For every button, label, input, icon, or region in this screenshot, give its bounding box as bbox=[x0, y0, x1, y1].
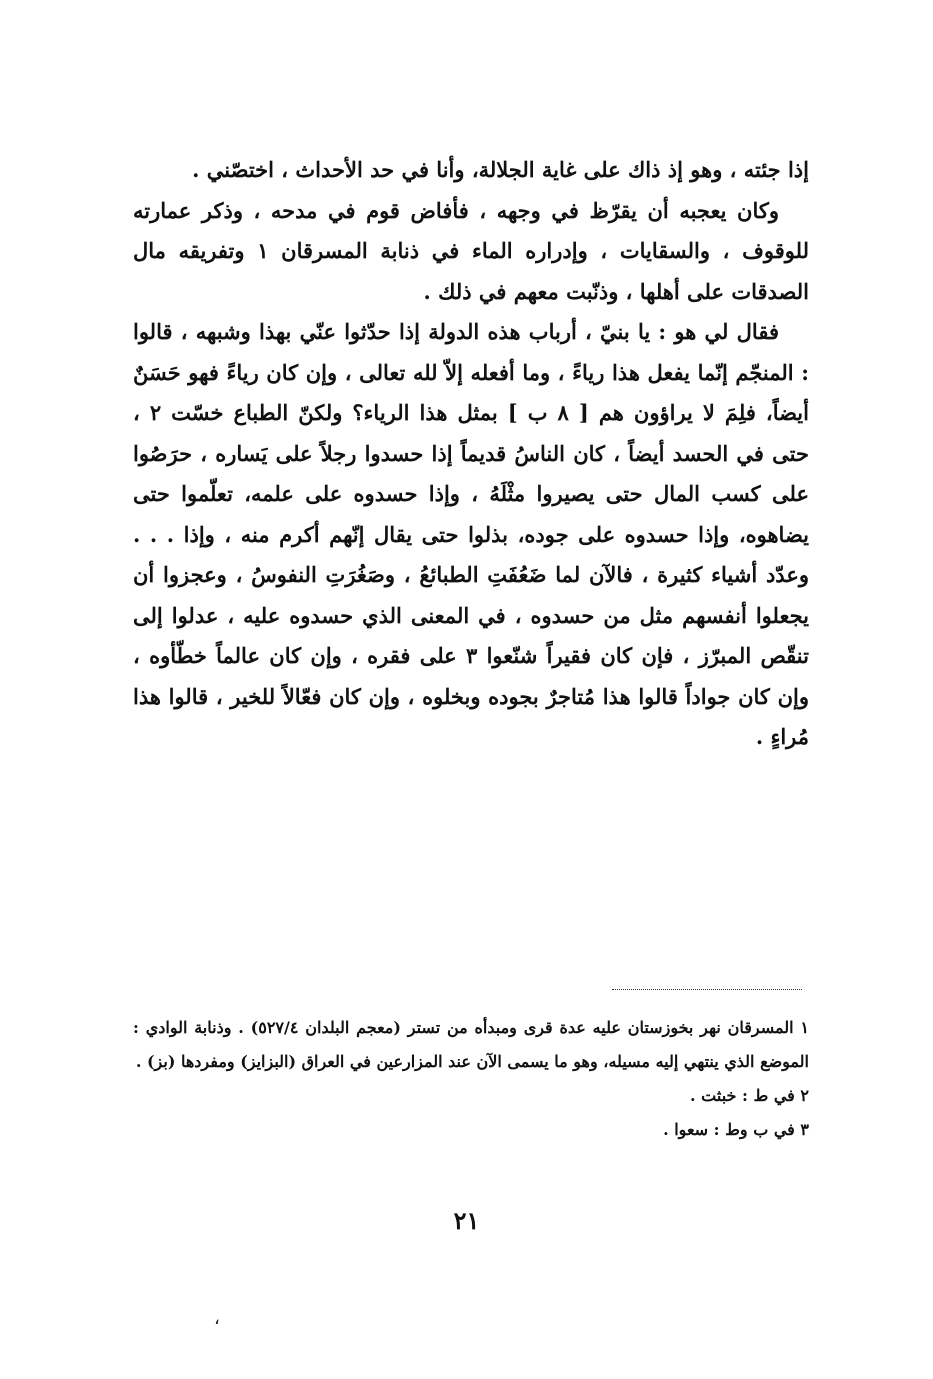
footnote-2: ٢ في ط : خبثت . bbox=[690, 1086, 809, 1105]
stray-mark: ، bbox=[214, 1308, 220, 1329]
footnote-separator bbox=[612, 989, 802, 990]
footnote-1: ١ المسرقان نهر بخوزستان عليه عدة قرى ومبدأه من تستر (معجم البلدان ٥٢٧/٤) . وذنابة الوادي : الموضع الذي ينتهي إليه مسيله، وهو ما يسمى الآن عند المزارعين في العراق (البزايز) ومفردها (بز) . bbox=[133, 1018, 810, 1071]
paragraph-1: إذا جئته ، وهو إذ ذاك على غاية الجلالة، وأنا في حد الأحداث ، اختصّني . bbox=[192, 157, 809, 182]
page-number: ٢١ bbox=[453, 1206, 480, 1235]
footnotes bbox=[133, 1011, 809, 1147]
footnote-3: ٣ في ب وط : سعوا . bbox=[663, 1120, 809, 1139]
paragraph-2: وكان يعجبه أن يقرّظ في وجهه ، فأفاض قوم في مدحه ، وذكر عمارته للوقوف ، والسقايات ، وإدراره الماء في ذنابة المسرقان ١ وتفريقه مال الصدقات على أهلها ، وذنّبت معهم في ذلك . bbox=[133, 197, 809, 304]
main-text bbox=[133, 150, 809, 758]
paragraph-3: فقال لي هو : يا بنيّ ، أرباب هذه الدولة إذا حدّثوا عنّي بهذا وشبهه ، قالوا : المنجّم إنّما يفعل هذا رياءً ، وما أفعله إلاّ لله تعالى ، وإن كان رياءً فهو حَسَنٌ أيضاً، فلِمَ لا يراؤون هم [ ٨ ب ] بمثل هذا الرياء؟ ولكنّ الطباع خسّت ٢ ، حتى في الحسد أيضاً ، كان الناسُ قديماً إذا حسدوا رجلاً على يَساره ، حرَصُوا على كسب المال حتى يصيروا مثْلَهُ ، وإذا حسدوه على علمه، تعلّموا حتى يضاهوه، وإذا حسدوه على جوده، بذلوا حتى يقال إنّهم أكرم منه ، وإذا . . . وعدّد أشياء كثيرة ، فالآن لما ضَعُفَتِ الطبائعُ ، وصَغُرَتِ النفوسُ ، وعجزوا أن يجعلوا أنفسهم مثل من حسدوه ، في المعنى الذي حسدوه عليه ، عدلوا إلى تنقّص المبرّز ، فإن كان فقيراً شنّعوا ٣ على فقره ، وإن كان عالماً خطّأوه ، وإن كان جواداً قالوا هذا مُتاجرٌ بجوده وبخلوه ، وإن كان فعّالاً للخير ، قالوا هذا مُراءٍ . bbox=[133, 319, 809, 749]
